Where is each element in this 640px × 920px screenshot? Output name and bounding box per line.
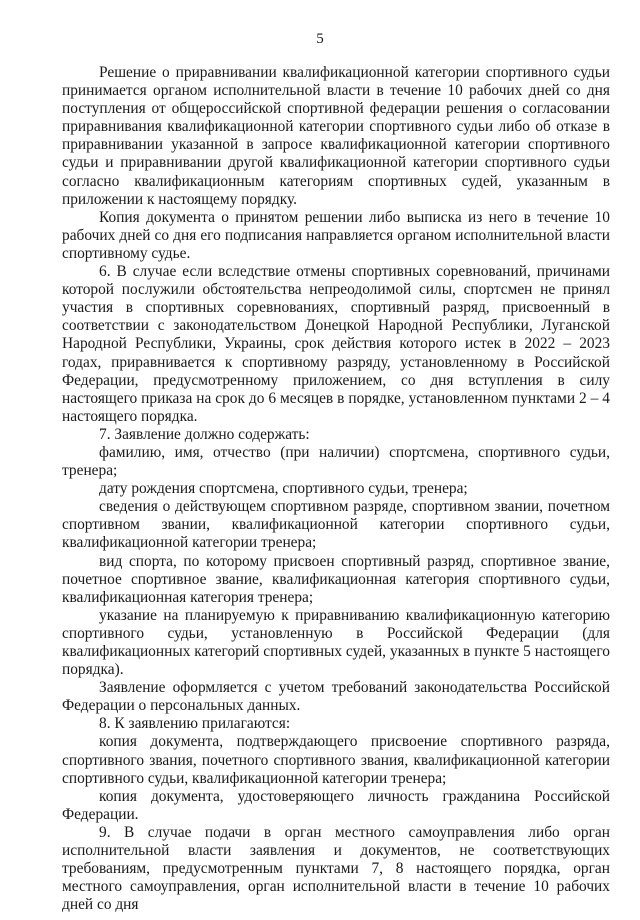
paragraph-personal-data: Заявление оформляется с учетом требований законодательства Российской Федерации о персональных данных. bbox=[62, 679, 610, 715]
paragraph-item-7-heading: 7. Заявление должно содержать: bbox=[99, 425, 310, 443]
paragraph-item-9: 9. В случае подачи в орган местного самоуправления либо орган исполнительной власти заявления и документов, не соответствующих требованиям, предусмотренным пунктами 7, 8 настоящего порядка, орган местного самоуправления, орган исполнительной власти в течение 10 рабочих дней со дня bbox=[62, 823, 610, 914]
paragraph-decision-term: Решение о приравнивании квалификационной категории спортивного судьи принимается органом исполнительной власти в течение 10 рабочих дней со дня поступления от общероссийской спортивной федерации решения о согласовании приравнивания квалификационной категории спортивного судьи либо об отказе в приравнивании указанной в запросе квалификационной категории спортивного судьи и приравнивании другой квалификационной категории спортивного судьи согласно квалификационным категориям спортивных судей, указанным в приложении к настоящему порядку. bbox=[62, 64, 610, 208]
list-item-birth-date: дату рождения спортсмена, спортивного судьи, тренера; bbox=[99, 480, 468, 498]
list-item-current-rank: сведения о действующем спортивном разряде, спортивном звании, почетном спортивном звании, квалификационной категории спортивного судьи, квалификационной категории тренера; bbox=[62, 498, 610, 552]
paragraph-item-6: 6. В случае если вследствие отмены спортивных соревнований, причинами которой послужили обстоятельства непреодолимой силы, спортсмен не принял участия в спортивных соревнованиях, спортивный разряд, присвоенный в соответствии с законодательством Донецкой Народной Республики, Луганской Народной Республики, Украины, срок действия которого истек в 2022 – 2023 годах, приравнивается к спортивному разряду, установленному в Российской Федерации, предусмотренному приложением, со дня вступления в силу настоящего приказа на срок до 6 месяцев в порядке, установленном пунктами 2 – 4 настоящего порядка. bbox=[62, 263, 610, 425]
list-item-identity-copy: копия документа, удостоверяющего личность гражданина Российской Федерации. bbox=[62, 787, 610, 823]
list-item-full-name: фамилию, имя, отчество (при наличии) спортсмена, спортивного судьи, тренера; bbox=[62, 443, 610, 480]
list-item-planned-category: указание на планируемую к приравниванию квалификационную категорию спортивного судьи, установленную в Российской Федерации (для квалификационных категорий спортивных судей, указанных в пункте 5 настоящего порядка). bbox=[62, 606, 610, 679]
page-number: 5 bbox=[316, 31, 324, 47]
paragraph-item-8-heading: 8. К заявлению прилагаются: bbox=[99, 715, 291, 733]
list-item-sport-type: вид спорта, по которому присвоен спортивный разряд, спортивное звание, почетное спортивное звание, квалификационная категория спортивного судьи, квалификационная категория тренера; bbox=[62, 552, 610, 606]
list-item-rank-copy: копия документа, подтверждающего присвоение спортивного разряда, спортивного звания, почетного спортивного звания, квалификационной категории спортивного судьи, квалификационной категории тренера; bbox=[62, 733, 610, 787]
paragraph-decision-copy: Копия документа о принятом решении либо выписка из него в течение 10 рабочих дней со дня его подписания направляется органом исполнительной власти спортивному судье. bbox=[62, 208, 610, 262]
document-body bbox=[62, 64, 610, 914]
